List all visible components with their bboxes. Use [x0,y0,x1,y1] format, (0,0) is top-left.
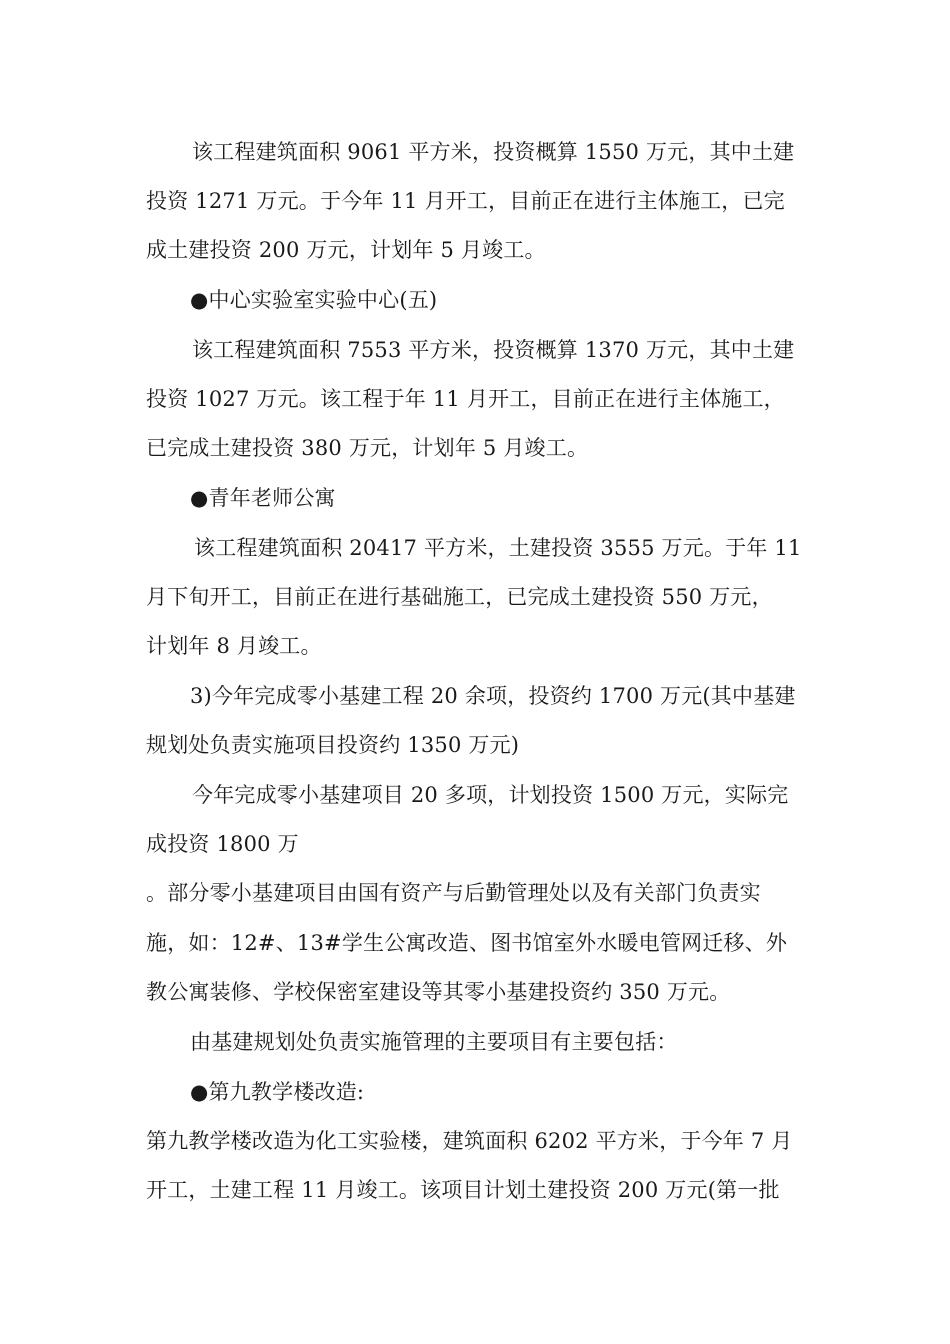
paragraph-line: 投资 1027 万元。该工程于年 11 月开工，目前正在进行主体施工， [146,387,785,411]
paragraph-line: 3)今年完成零小基建工程 20 余项，投资约 1700 万元(其中基建 [190,684,796,708]
paragraph-line: 第九教学楼改造为化工实验楼，建筑面积 6202 平方米，于今年 7 月 [146,1129,793,1153]
paragraph-line: 规划处负责实施项目投资约 1350 万元) [146,733,520,757]
section-heading: ●第九教学楼改造: [190,1080,365,1104]
section-heading: ●青年老师公寓 [190,486,336,510]
paragraph-line: 已完成土建投资 380 万元，计划年 5 月竣工。 [146,436,589,460]
paragraph-line: 投资 1271 万元。于今年 11 月开工，目前正在进行主体施工，已完 [146,189,785,213]
paragraph-line: 该工程建筑面积 9061 平方米，投资概算 1550 万元，其中土建 [192,140,795,164]
paragraph-line: 该工程建筑面积 7553 平方米，投资概算 1370 万元，其中土建 [192,338,795,362]
section-heading: ●中心实验室实验中心(五) [190,288,438,312]
paragraph-line: 成投资 1800 万 [146,832,299,856]
paragraph-line: 今年完成零小基建项目 20 多项，计划投资 1500 万元，实际完 [192,783,789,807]
paragraph-line: 施，如：12#、13#学生公寓改造、图书馆室外水暖电管网迁移、外 [146,931,788,955]
paragraph-line: 成土建投资 200 万元，计划年 5 月竣工。 [146,238,546,262]
paragraph-line: 教公寓装修、学校保密室建设等其零小基建投资约 350 万元。 [146,980,731,1004]
paragraph-line: 开工，土建工程 11 月竣工。该项目计划土建投资 200 万元(第一批 [146,1178,780,1202]
paragraph-line: 该工程建筑面积 20417 平方米，土建投资 3555 万元。于年 11 [194,536,802,560]
paragraph-line: 由基建规划处负责实施管理的主要项目有主要包括： [190,1030,678,1054]
paragraph-line: 。部分零小基建项目由国有资产与后勤管理处以及有关部门负责实 [146,881,761,905]
paragraph-line: 月下旬开工，目前正在进行基础施工，已完成土建投资 550 万元， [146,585,773,609]
paragraph-line: 计划年 8 月竣工。 [146,634,322,658]
